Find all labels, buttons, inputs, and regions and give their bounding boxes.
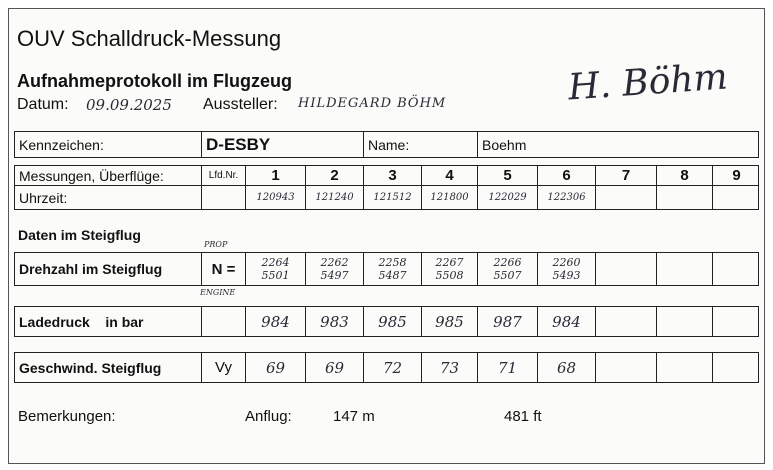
geschwind-unit-cell [201,353,245,382]
column-header-cell [245,166,305,185]
drehzahl-stack [321,256,349,282]
drehzahl-cell [421,253,477,285]
geschwind-unit: Vy [215,359,232,376]
geschwind-cell [537,353,595,382]
geschwind-row [14,352,759,383]
uhrzeit-cell [656,186,712,209]
uhrzeit-value: 120943 [256,192,295,203]
uhrzeit-cell [537,186,595,209]
column-header-cell [421,166,477,185]
uhrzeit-row [14,185,759,210]
kennzeichen-label: Kennzeichen: [19,136,104,153]
geschwind-cell [595,353,656,382]
uhrzeit-cell [712,186,760,209]
aussteller-value: HILDEGARD BÖHM [298,96,447,111]
drehzahl-row [14,252,759,286]
drehzahl-prop-value: 2266 [493,256,522,269]
column-header-cell [712,166,760,185]
geschwind-cell [245,353,305,382]
ladedruck-unit-cell [201,307,245,336]
column-number: 6 [562,167,571,184]
ladedruck-label: Ladedruck in bar [19,313,144,330]
messungen-row [14,165,759,186]
drehzahl-cell [537,253,595,285]
drehzahl-label: Drehzahl im Steigflug [19,261,163,277]
column-number: 2 [330,167,339,184]
drehzahl-unit-cell [201,253,245,285]
ladedruck-value: 985 [435,312,464,331]
drehzahl-cell [363,253,421,285]
drehzahl-prop-value: 2260 [552,256,581,269]
uhrzeit-value: 121240 [315,192,354,203]
geschwind-cell [477,353,537,382]
messungen-label: Messungen, Überflüge: [19,167,164,184]
drehzahl-engine-value: 5487 [378,269,407,282]
drehzahl-prop-value: 2258 [378,256,407,269]
name-value-cell [477,132,760,157]
datum-value: 09.09.2025 [86,96,172,114]
kennzeichen-value: D-ESBY [206,134,271,154]
aussteller-label: Aussteller: [203,96,278,113]
section-steigflug: Daten im Steigflug [18,227,141,243]
drehzahl-cell [245,253,305,285]
drehzahl-engine-value: 5497 [320,269,349,282]
geschwind-cell [363,353,421,382]
engine-note: ENGINE [200,288,236,297]
geschwind-cell [656,353,712,382]
prop-note: PROP [204,240,228,249]
uhrzeit-value: 121512 [373,192,412,203]
geschwind-cell [305,353,363,382]
column-number: 8 [680,167,689,184]
column-number: 9 [732,167,741,184]
column-number: 7 [621,167,631,184]
lfd-cell [201,166,245,185]
drehzahl-prop-value: 2264 [261,256,290,269]
uhrzeit-value: 121800 [430,192,469,203]
column-header-cell [656,166,712,185]
anflug-feet: 481 ft [504,408,542,425]
geschwind-cell [712,353,760,382]
drehzahl-cell [305,253,363,285]
column-number: 5 [503,167,512,184]
drehzahl-prop-value: 2262 [320,256,349,269]
drehzahl-cell [595,253,656,285]
uhrzeit-cell [245,186,305,209]
ladedruck-cell [537,307,595,336]
kennzeichen-row [14,131,759,158]
signature: H. Böhm [566,56,729,109]
name-label-cell [363,132,477,157]
uhrzeit-value: 122306 [547,192,586,203]
ladedruck-cell [712,307,760,336]
drehzahl-cell [477,253,537,285]
drehzahl-engine-value: 5493 [552,269,581,282]
uhrzeit-cell [421,186,477,209]
drehzahl-cell [656,253,712,285]
geschwind-cell [421,353,477,382]
name-label: Name: [368,136,410,153]
uhrzeit-cell [595,186,656,209]
drehzahl-cell [712,253,760,285]
ladedruck-cell [421,307,477,336]
geschwind-value: 72 [382,358,403,377]
drehzahl-stack [494,256,522,282]
column-header-cell [595,166,656,185]
ladedruck-value: 984 [552,312,581,331]
ladedruck-cell [595,307,656,336]
uhrzeit-lfd-cell [201,186,245,209]
ladedruck-value: 984 [261,312,290,331]
geschwind-value: 73 [439,358,460,377]
ladedruck-value: 987 [493,312,522,331]
ladedruck-cell [245,307,305,336]
ladedruck-value: 983 [320,312,349,331]
document-title: OUV Schalldruck-Messung [17,26,282,51]
bemerkungen-label: Bemerkungen: [18,408,116,425]
geschwind-value: 69 [265,358,286,377]
uhrzeit-cell [305,186,363,209]
column-number: 3 [388,167,397,184]
uhrzeit-label: Uhrzeit: [19,189,68,206]
name-value: Boehm [482,136,527,153]
drehzahl-unit: N = [211,260,236,278]
geschwind-value: 68 [556,358,577,377]
anflug-label: Anflug: [245,408,292,425]
drehzahl-stack [436,256,464,282]
datum-label: Datum: [17,96,69,113]
document-subtitle: Aufnahmeprotokoll im Flugzeug [17,71,292,91]
drehzahl-engine-value: 5508 [435,269,464,282]
drehzahl-prop-value: 2267 [435,256,464,269]
uhrzeit-value: 122029 [488,192,527,203]
ladedruck-cell [477,307,537,336]
lfd-label: Lfd.Nr. [208,170,239,181]
ladedruck-cell [656,307,712,336]
column-header-cell [363,166,421,185]
column-header-cell [305,166,363,185]
geschwind-label: Geschwind. Steigflug [19,359,162,376]
column-header-cell [477,166,537,185]
column-header-cell [537,166,595,185]
drehzahl-engine-value: 5507 [493,269,522,282]
column-number: 4 [445,167,454,184]
ladedruck-cell [363,307,421,336]
geschwind-value: 71 [497,358,518,377]
ladedruck-cell [305,307,363,336]
ladedruck-row [14,306,759,337]
drehzahl-stack [262,256,290,282]
ladedruck-value: 985 [378,312,407,331]
uhrzeit-cell [363,186,421,209]
kennzeichen-cell [201,132,377,157]
geschwind-value: 69 [324,358,345,377]
drehzahl-engine-value: 5501 [261,269,290,282]
column-number: 1 [271,167,280,184]
drehzahl-stack [553,256,581,282]
uhrzeit-cell [477,186,537,209]
drehzahl-stack [379,256,407,282]
anflug-meters: 147 m [333,408,375,425]
